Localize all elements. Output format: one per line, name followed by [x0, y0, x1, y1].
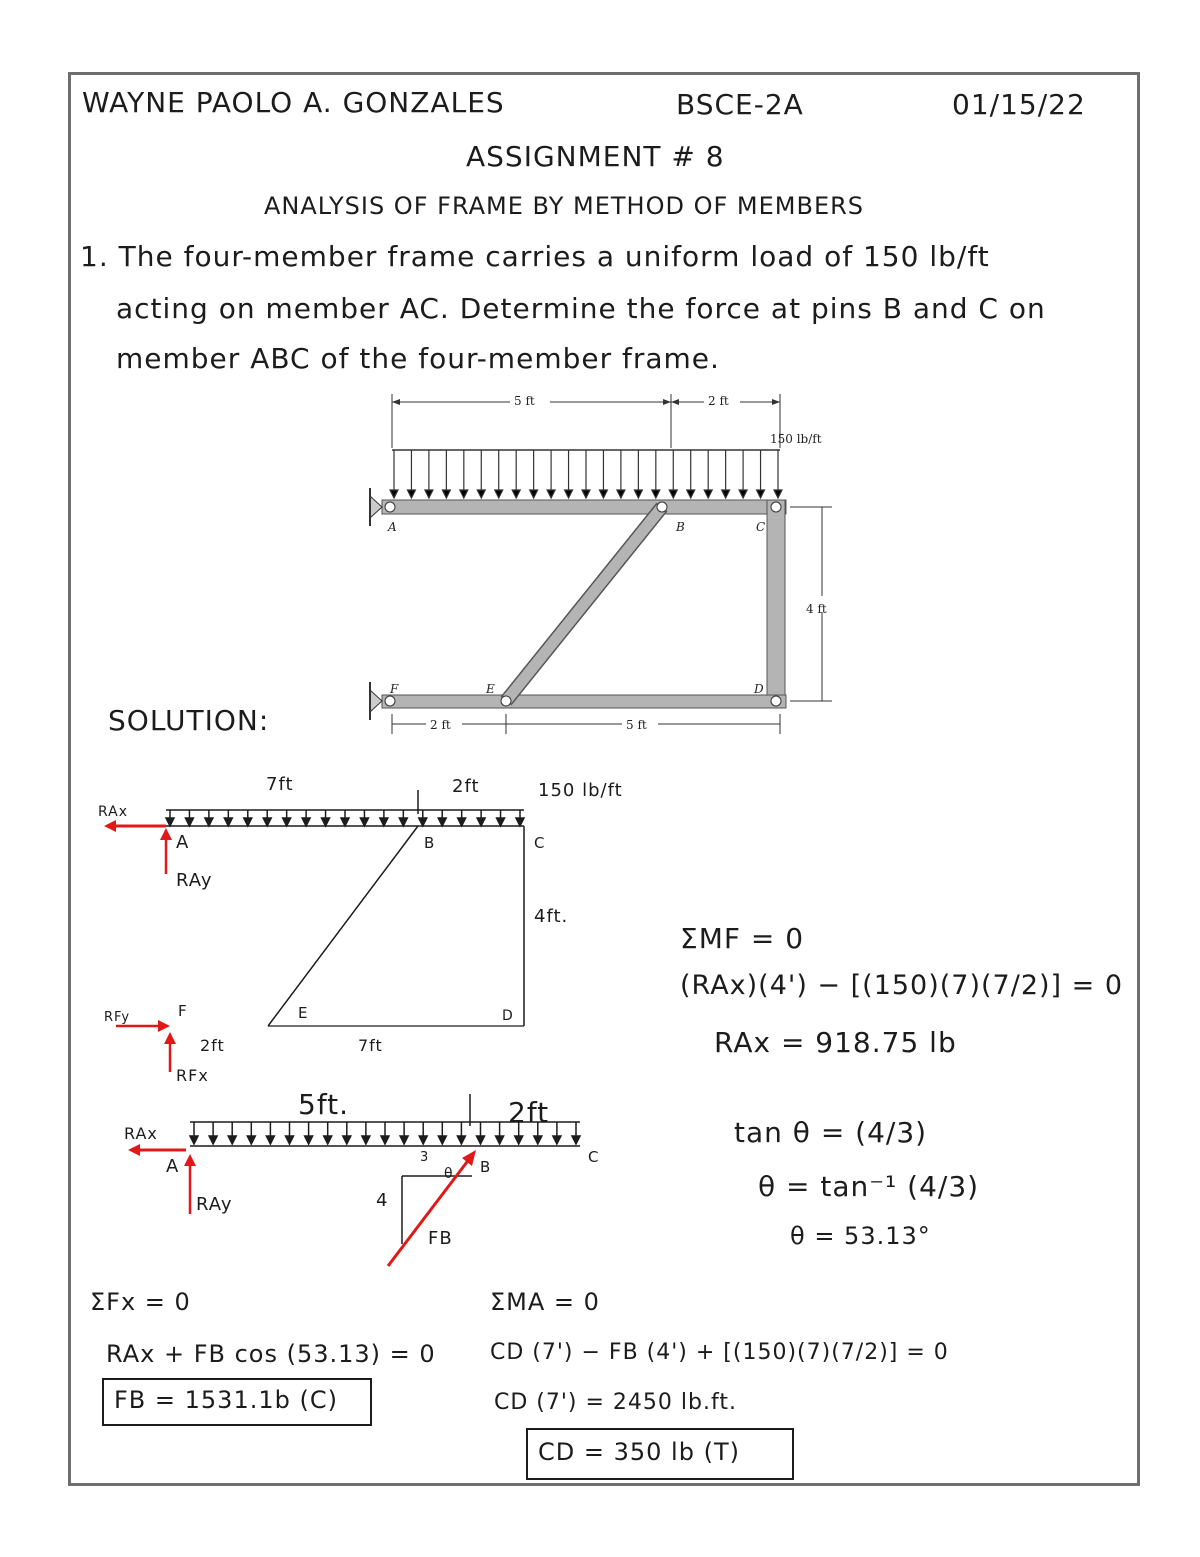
- moment-f-eq2: (RAx)(4') − [(150)(7)(7/2)] = 0: [680, 970, 1124, 1001]
- fbd1-dim-bottom-2ft: 2ft: [200, 1036, 225, 1055]
- fbd1-rfx-label: RFx: [176, 1066, 209, 1085]
- fbd2-label-b: B: [480, 1158, 492, 1176]
- fig-dim-4ft: 4 ft: [806, 602, 827, 616]
- course-section: BSCE-2A: [676, 88, 804, 121]
- fig-label-b: B: [676, 520, 685, 534]
- fb-answer: FB = 1531.1b (C): [114, 1386, 338, 1414]
- angle-eq3: θ = 53.13°: [790, 1222, 931, 1250]
- fig-label-e: E: [486, 682, 495, 696]
- cd-answer: CD = 350 lb (T): [538, 1438, 740, 1466]
- fig-label-f: F: [390, 682, 399, 696]
- problem-line-3: member ABC of the four-member frame.: [116, 342, 720, 375]
- fbd2-theta: θ: [444, 1166, 454, 1182]
- assignment-title: ASSIGNMENT # 8: [466, 140, 725, 173]
- fbd1-label-c: C: [534, 834, 546, 852]
- fbd2-label-a: A: [166, 1156, 180, 1177]
- fig-load-label: 150 lb/ft: [770, 432, 822, 446]
- fbd1-dim-4ft: 4ft.: [534, 906, 569, 927]
- fig-dim-bottom-5ft: 5 ft: [626, 718, 647, 732]
- date: 01/15/22: [952, 88, 1086, 121]
- fbd1-load-label: 150 lb/ft: [538, 780, 623, 801]
- fbd1-label-f: F: [178, 1002, 188, 1020]
- fbd2-ray-label: RAy: [196, 1194, 233, 1215]
- fig-dim-bottom-2ft: 2 ft: [430, 718, 451, 732]
- angle-eq1: tan θ = (4/3): [734, 1116, 928, 1149]
- fbd1-label-d: D: [502, 1008, 514, 1024]
- student-name: WAYNE PAOLO A. GONZALES: [82, 86, 505, 119]
- problem-line-1: 1. The four-member frame carries a uniform load of 150 lb/ft: [80, 240, 990, 273]
- fbd1-rax-label: RAx: [98, 804, 129, 820]
- fbd1-label-a: A: [176, 832, 190, 853]
- sum-fx-eq2: RAx + FB cos (53.13) = 0: [106, 1340, 436, 1368]
- fbd1-ray-label: RAy: [176, 870, 213, 891]
- fbd2-fb-label: FB: [428, 1228, 453, 1249]
- fbd1-rfy-label: RFy: [104, 1010, 131, 1025]
- fbd1-label-b: B: [424, 834, 436, 852]
- moment-f-eq3: RAx = 918.75 lb: [714, 1026, 957, 1059]
- fbd1-label-e: E: [298, 1004, 309, 1022]
- fbd2-dim-5ft: 5ft.: [298, 1088, 350, 1121]
- fbd1-dim-7ft: 7ft: [266, 774, 294, 795]
- frame-figure: [360, 388, 840, 738]
- sum-ma-eq1: ΣMA = 0: [490, 1288, 600, 1316]
- fbd2-rax-label: RAx: [124, 1124, 158, 1143]
- fig-label-c: C: [756, 520, 766, 534]
- fig-dim-5ft: 5 ft: [514, 394, 535, 408]
- sum-ma-eq2: CD (7') − FB (4') + [(150)(7)(7/2)] = 0: [490, 1340, 949, 1365]
- sum-fx-eq1: ΣFx = 0: [90, 1288, 191, 1316]
- sum-ma-eq3: CD (7') = 2450 lb.ft.: [494, 1390, 737, 1415]
- fbd-frame: [100, 790, 540, 1080]
- solution-title: SOLUTION:: [108, 704, 270, 737]
- moment-f-eq1: ΣMF = 0: [680, 922, 805, 955]
- fbd2-tri-3: 3: [420, 1150, 430, 1165]
- fig-dim-2ft: 2 ft: [708, 394, 729, 408]
- fbd2-label-c: C: [588, 1148, 600, 1166]
- angle-eq2: θ = tan⁻¹ (4/3): [758, 1170, 980, 1203]
- topic-title: ANALYSIS OF FRAME BY METHOD OF MEMBERS: [264, 192, 865, 220]
- fbd2-tri-4: 4: [376, 1190, 389, 1211]
- fbd1-dim-bottom-7ft: 7ft: [358, 1036, 383, 1055]
- fbd1-dim-2ft: 2ft: [452, 776, 480, 797]
- fbd2-dim-2ft: 2ft: [508, 1096, 550, 1129]
- fig-label-a: A: [388, 520, 397, 534]
- fig-label-d: D: [754, 682, 764, 696]
- problem-line-2: acting on member AC. Determine the force at pins B and C on: [116, 292, 1046, 325]
